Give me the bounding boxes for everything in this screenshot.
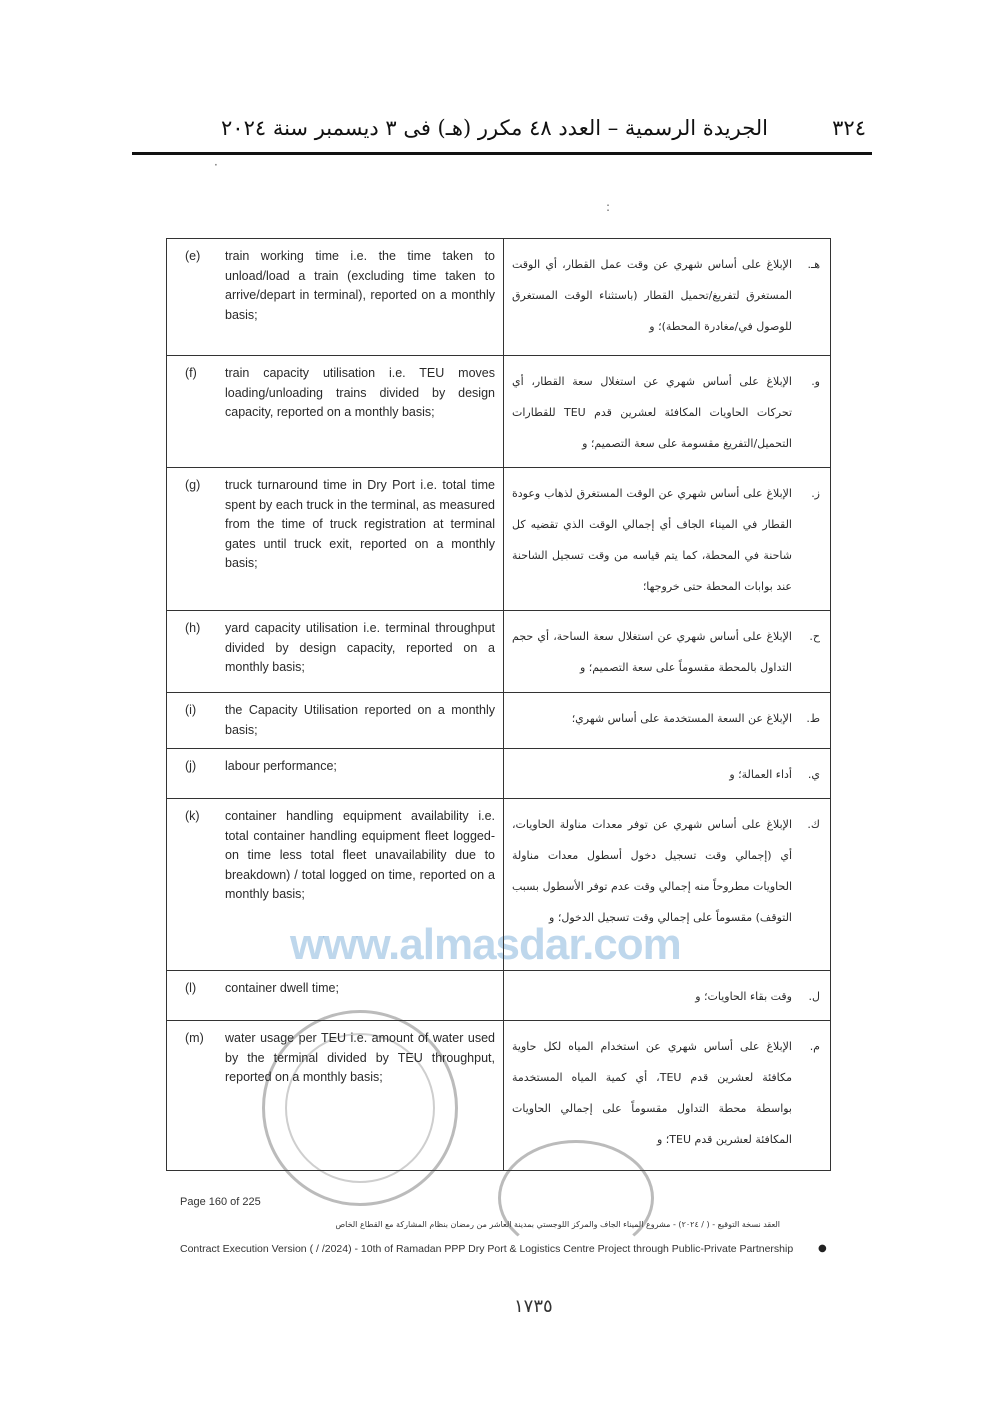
item-marker: (k) — [185, 809, 200, 823]
arabic-cell — [504, 1021, 831, 1171]
arabic-text: الإبلاغ على أساس شهري عن استغلال سعة الساحة، أي حجم التداول بالمحطة مقسوماً على سعة التصميم؛ و — [512, 630, 792, 674]
english-text: container dwell time; — [225, 981, 339, 995]
item-marker: ي. — [807, 768, 820, 781]
item-marker: م. — [809, 1040, 820, 1053]
table-row — [167, 239, 831, 356]
english-cell — [167, 611, 504, 693]
item-marker: (h) — [185, 621, 201, 635]
table-row — [167, 799, 831, 971]
arabic-text: الإبلاغ على أساس شهري عن الوقت المستغرق لذهاب وعودة القطار في الميناء الجاف أي إجمالي الوقت الذي تقضيه كل شاحنة في المحطة، كما يتم قياسه من وقت تسجيل الشاحنة عند بوابات المحطة حتى خروجها؛ — [512, 487, 792, 593]
english-cell — [167, 356, 504, 468]
english-text: water usage per TEU i.e. amount of water used by the terminal divided by TEU throughput, reported on a monthly basis; — [225, 1031, 495, 1084]
item-marker: و. — [811, 375, 820, 388]
bottom-mark: ١٧٣٥ — [514, 1296, 553, 1317]
item-marker: (f) — [185, 366, 197, 380]
english-cell — [167, 1021, 504, 1171]
arabic-cell — [504, 611, 831, 693]
scan-speck: : — [606, 200, 611, 214]
arabic-text: الإبلاغ على أساس شهري عن وقت عمل القطار، أي الوقت المستغرق لتفريغ/تحميل القطار (باستثناء الوقت المستغرق للوصول في/مغادرة المحطة)؛ و — [512, 258, 792, 333]
table-row — [167, 468, 831, 611]
english-cell — [167, 749, 504, 799]
item-marker: ز. — [811, 487, 820, 500]
arabic-cell — [504, 971, 831, 1021]
gazette-title: الجريدة الرسمية – العدد ٤٨ مكرر (هـ) فى ٣ ديسمبر سنة ٢٠٢٤ — [221, 116, 768, 140]
english-cell — [167, 799, 504, 971]
footer-arabic: العقد نسخة التوقيع - ( / ٢٠٢٤) - مشروع الميناء الجاف والمركز اللوجستي بمدينة العاشر من رمضان بنظام المشاركة مع القطاع الخاص — [335, 1220, 780, 1229]
english-cell — [167, 971, 504, 1021]
item-marker: (g) — [185, 478, 201, 492]
footer-english: Contract Execution Version ( / /2024) - 10th of Ramadan PPP Dry Port & Logistics Centre Project through Public-Private Partnership — [180, 1243, 794, 1255]
item-marker: (e) — [185, 249, 201, 263]
arabic-cell — [504, 799, 831, 971]
table-row — [167, 356, 831, 468]
table-row — [167, 1021, 831, 1171]
item-marker: ل. — [808, 990, 820, 1003]
item-marker: ك. — [807, 818, 820, 831]
english-text: train working time i.e. the time taken to unload/load a train (excluding time taken to arrive/depart in terminal), reported on a monthly basis; — [225, 249, 495, 322]
item-marker: ح. — [809, 630, 820, 643]
item-marker: (j) — [185, 759, 197, 773]
arabic-text: وقت بقاء الحاويات؛ و — [695, 990, 792, 1003]
table-row — [167, 749, 831, 799]
table-row — [167, 611, 831, 693]
scan-speck: · — [214, 158, 218, 172]
table-row — [167, 971, 831, 1021]
page-header — [132, 112, 872, 152]
arabic-text: أداء العمالة؛ و — [729, 768, 792, 781]
kpi-table — [166, 238, 831, 1171]
english-cell — [167, 239, 504, 356]
arabic-text: الإبلاغ على أساس شهري عن استخدام المياه لكل حاوية مكافئة لعشرين قدم TEU، أي كمية المياه المستخدمة بواسطة محطة التداول مقسوماً على إجمالي الحاويات المكافئة لعشرين قدم TEU؛ و — [512, 1040, 793, 1146]
english-cell — [167, 693, 504, 749]
item-marker: (i) — [185, 703, 197, 717]
arabic-cell — [504, 356, 831, 468]
item-marker: (m) — [185, 1031, 204, 1045]
arabic-cell — [504, 749, 831, 799]
item-marker: ط. — [806, 712, 820, 725]
arabic-text: الإبلاغ عن السعة المستخدمة على أساس شهري؛ — [571, 712, 792, 725]
arabic-cell — [504, 693, 831, 749]
english-text: the Capacity Utilisation reported on a monthly basis; — [225, 703, 495, 737]
arabic-cell — [504, 239, 831, 356]
arabic-cell — [504, 468, 831, 611]
footer-page-number: Page 160 of 225 — [180, 1196, 261, 1208]
english-text: train capacity utilisation i.e. TEU moves loading/unloading trains divided by design capacity, reported on a monthly basis; — [225, 366, 495, 419]
arabic-text: الإبلاغ على أساس شهري عن استغلال سعة القطار، أي تحركات الحاويات المكافئة لعشرين قدم TEU للقطارات التحميل/التفريغ مقسومة على سعة التصميم؛ و — [512, 375, 792, 450]
bullet-mark: ● — [818, 1243, 827, 1254]
header-rule — [132, 152, 872, 155]
english-text: yard capacity utilisation i.e. terminal throughput divided by design capacity, reported on a monthly basis; — [225, 621, 495, 674]
item-marker: هـ. — [807, 258, 820, 271]
item-marker: (l) — [185, 981, 197, 995]
watermark-url: www.almasdar.com — [290, 920, 681, 969]
arabic-text: الإبلاغ على أساس شهري عن توفر معدات مناولة الحاويات، أي (إجمالي وقت تسجيل دخول أسطول معدات مناولة الحاويات مطروحاً منه إجمالي وقت عدم توفر الأسطول بسبب التوقف) مقسوماً على إجمالي وقت تسجيل الدخول؛ و — [512, 818, 792, 924]
english-cell — [167, 468, 504, 611]
english-text: container handling equipment availability i.e. total container handling equipment fleet logged-on time less total fleet unavailability due to breakdown) / total logged on time, reported on a monthly basis; — [225, 809, 495, 901]
page-number: ٣٢٤ — [832, 116, 866, 140]
english-text: labour performance; — [225, 759, 337, 773]
table-row — [167, 693, 831, 749]
english-text: truck turnaround time in Dry Port i.e. total time spent by each truck in the terminal, as measured from the time of truck registration at terminal gates until truck exit, reported on a monthly basis; — [225, 478, 495, 570]
